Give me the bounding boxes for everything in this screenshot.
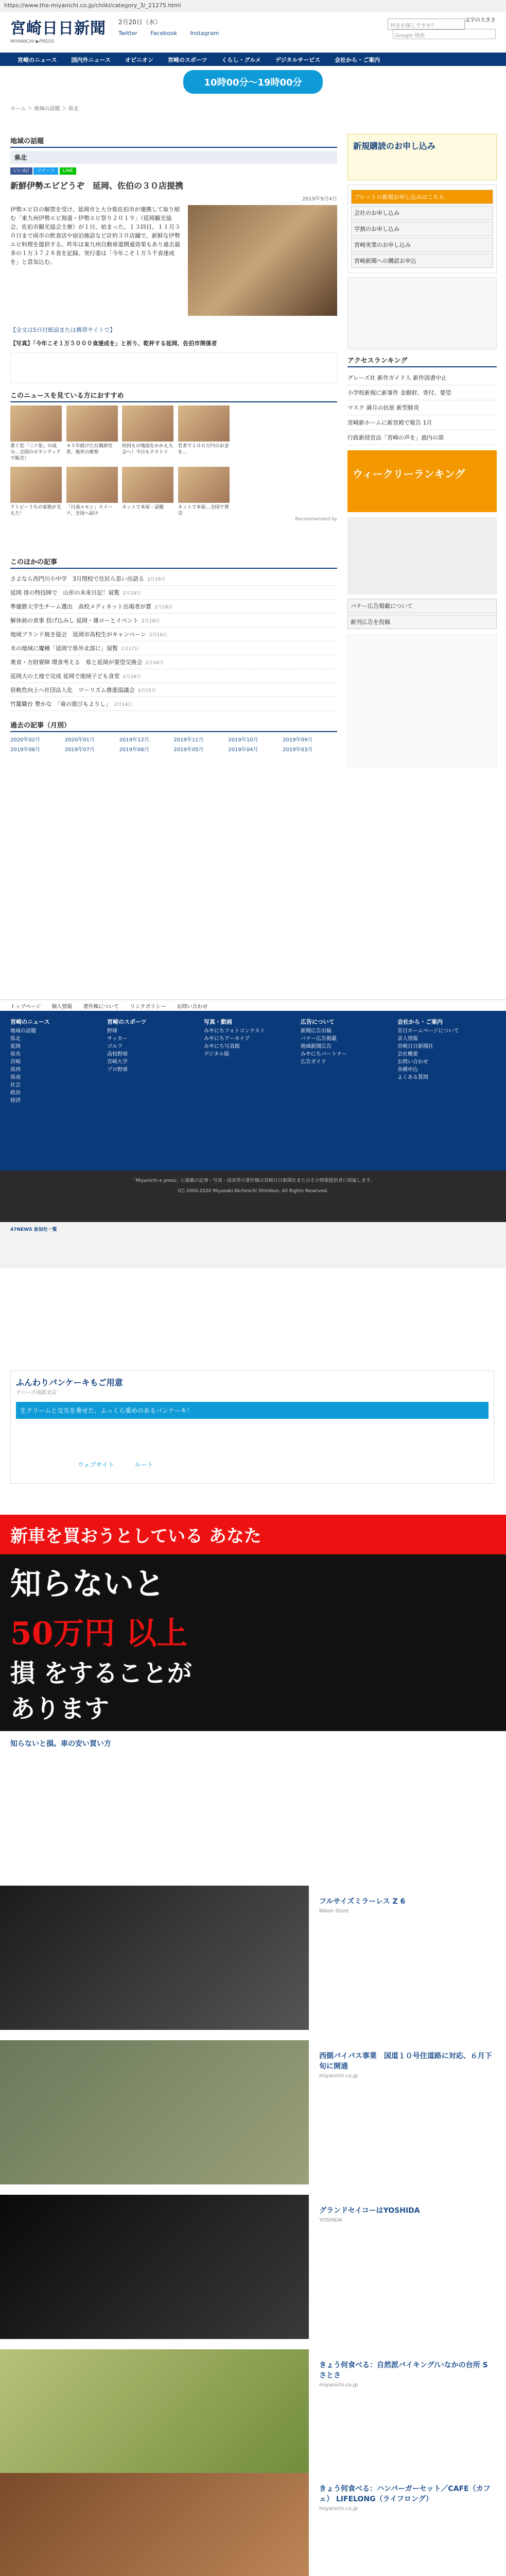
footer-nav-link[interactable]: お問い合わせ: [177, 1004, 208, 1010]
footer-column-heading[interactable]: 広告について: [301, 1019, 335, 1025]
other-article-title: 地域ブランド焼き協会 延岡市高校生がキャンペーン: [10, 631, 146, 638]
search-input[interactable]: 何をお探しですか？: [388, 19, 465, 30]
footer-column: [10, 1018, 103, 1105]
recommend-item[interactable]: アトピーうちの家族が支えた！: [10, 467, 62, 517]
dennys-ad[interactable]: [10, 1370, 494, 1484]
past-month-link[interactable]: 2019年11月: [173, 737, 204, 743]
recommend-grid: [10, 405, 337, 555]
footer-link[interactable]: 社会: [10, 1082, 21, 1088]
share-buttons[interactable]: [10, 167, 337, 176]
nav-sports[interactable]: 宮崎のスポーツ: [167, 57, 207, 63]
footer-link[interactable]: 県央: [10, 1052, 21, 1057]
article-date: 2019年9月4日: [302, 196, 337, 202]
footer-nav-link[interactable]: リンクポリシー: [130, 1004, 166, 1010]
other-article-title: 延岡 俳の特技陣で 山形の未来日記！展覧: [10, 589, 120, 596]
other-article-date: 2月15日: [137, 688, 156, 693]
sponsored-item[interactable]: [0, 1886, 506, 2040]
footer-link[interactable]: 延岡: [10, 1044, 21, 1049]
footer-column: [301, 1018, 393, 1066]
side-link[interactable]: ブレットの新規お申し込みはこちら: [351, 190, 493, 204]
other-article-date: 2月16日: [145, 660, 164, 666]
other-article-title: 奥食・方財寮陣 環食考える 県と延岡が要望交換会: [10, 659, 143, 666]
sns-links: [118, 30, 231, 37]
nav-digital[interactable]: デジタルサービス: [275, 57, 321, 63]
footer-link[interactable]: ゴルフ: [107, 1044, 123, 1049]
ranking-list: [347, 370, 497, 445]
footer-column-heading[interactable]: 会社から・ご案内: [397, 1019, 443, 1025]
sponsored-title[interactable]: きょう何食べる：ハンバーガーセット／CAFE（カフェ） LIFELONG（ライフロング）: [319, 2485, 491, 2503]
section-title: 地域の話題: [10, 134, 337, 148]
footer-link[interactable]: 広告ガイド: [301, 1059, 326, 1065]
footer-link[interactable]: 高校野球: [107, 1052, 128, 1057]
car-ad-line3: 50万円 以上: [10, 1616, 188, 1652]
recommend-item[interactable]: 「日南ルモン」スイーツ、全国へ届け: [66, 467, 118, 517]
sponsored-title[interactable]: 西側バイパス事業 国道１０号住道路に対応、６月下旬に開通: [319, 2052, 492, 2071]
recommend-item[interactable]: 若者で１００万円のお金を…: [178, 405, 230, 455]
twitter-link[interactable]: Twitter: [118, 30, 137, 37]
footer-link[interactable]: 会社概要: [397, 1052, 418, 1057]
ad-bar: 生クリームと交互を乗せた、ふっくら重めのあるパンケーキ！: [16, 1402, 488, 1419]
sponsored-item[interactable]: [0, 2195, 506, 2349]
other-articles-title: このほかの記事: [10, 555, 337, 569]
font-size-control[interactable]: 文字の大きさ: [465, 18, 496, 23]
news47-title: 47NEWS 参加社一覧: [10, 1227, 57, 1232]
past-month-link[interactable]: 2019年03月: [283, 747, 313, 753]
footer-link[interactable]: みやにちアーカイブ: [204, 1036, 250, 1042]
nav-national-news[interactable]: 国内外ニュース: [71, 57, 111, 63]
footer-link[interactable]: プロ野球: [107, 1067, 128, 1073]
footer-nav-link[interactable]: トップページ: [10, 1004, 41, 1010]
breadcrumb: ホーム ＞ 地域の話題 ＞ 県北: [10, 106, 79, 112]
side-link[interactable]: 宮崎新聞への購読お申込: [351, 253, 493, 268]
ad-title: ふんわりパンケーキもご用意: [16, 1378, 123, 1387]
past-month-link[interactable]: 2019年12月: [119, 737, 149, 743]
instagram-link[interactable]: Instagram: [190, 30, 219, 37]
footer-nav-link[interactable]: 著作権について: [83, 1004, 119, 1010]
past-months: [10, 735, 337, 753]
ranking-item[interactable]: グレーズ社 新作ガイド人 新作図書中止: [347, 370, 497, 385]
recommend-item[interactable]: ネットで本屋・話題: [122, 467, 173, 511]
other-article-item[interactable]: [10, 628, 337, 641]
other-article-date: 2月18日: [142, 619, 160, 624]
past-month-link[interactable]: 2019年05月: [173, 747, 204, 753]
past-month-link[interactable]: 2020年01月: [64, 737, 95, 743]
footer-column: [204, 1018, 296, 1058]
past-month-link[interactable]: 2020年02月: [10, 737, 41, 743]
other-article-title: 倍軌性向上へ社団法人化 ツーリズム推進協議会: [10, 687, 135, 693]
past-month-link[interactable]: 2019年10月: [228, 737, 258, 743]
twitter-share-button[interactable]: ツイート: [33, 167, 58, 175]
other-article-title: 準優勝大学生チーム選出 高校メディネット出場者が賞: [10, 603, 152, 610]
url-bar[interactable]: https://www.the-miyanichi.co.jp/chiiki/category_3/_21275.html: [0, 0, 506, 11]
sponsored-title[interactable]: 知らないと損。車の安い買い方: [10, 1740, 111, 1748]
footer-nav: [0, 999, 506, 1011]
car-ad-banner[interactable]: [0, 1515, 506, 1731]
footer-link[interactable]: みやにち写真館: [204, 1044, 240, 1049]
footer-link[interactable]: 地域新聞広告: [301, 1044, 331, 1049]
footer-link[interactable]: 県西: [10, 1067, 21, 1073]
ad-website-button[interactable]: ウェブサイト: [78, 1461, 114, 1468]
footer-column-heading[interactable]: 写真・動画: [204, 1019, 232, 1025]
site-logo-sub: MIYANICHI ▶PRESS: [10, 39, 55, 44]
footer-link[interactable]: 地域の話題: [10, 1028, 36, 1034]
past-month-link[interactable]: 2019年04月: [228, 747, 258, 753]
footer-link[interactable]: 各種申込: [397, 1067, 418, 1073]
footer: [0, 1011, 506, 1171]
nav-miyazaki-news[interactable]: 宮崎のニュース: [18, 57, 57, 63]
footer-link[interactable]: 宮日ホームページについて: [397, 1028, 459, 1034]
copyright-area: [0, 1171, 506, 1222]
recommend-note: Recommended by: [295, 517, 337, 522]
top-banner-text: 10時00分〜19時00分: [183, 70, 322, 94]
sponsored-title[interactable]: グランドセイコーはYOSHIDA: [319, 2207, 420, 2215]
footer-link[interactable]: 経済: [10, 1098, 21, 1104]
facebook-link[interactable]: Facebook: [150, 30, 178, 37]
side-link[interactable]: 学割のお申し込み: [351, 222, 493, 236]
ranking-item[interactable]: マスク 満月の抗原 新型肺炎: [347, 400, 497, 415]
sponsored-source: YOSHIDA: [319, 2217, 342, 2223]
sponsored-source: miyanichi.co.jp: [319, 2506, 358, 2512]
other-article-item[interactable]: [10, 683, 337, 697]
other-article-item[interactable]: [10, 614, 337, 628]
news47-members: [0, 1222, 506, 1268]
footer-column: [107, 1018, 200, 1074]
other-article-date: 2月19日: [147, 577, 166, 582]
recommend-item[interactable]: 黄ぐ恋「三ツ星」の成分…全国のボランティアで販売！: [10, 405, 62, 462]
car-ad-line4: 損 をすることが: [10, 1659, 192, 1688]
sponsored-image[interactable]: [0, 1886, 309, 2030]
footer-link[interactable]: 求人情報: [397, 1036, 418, 1042]
other-article-item[interactable]: [10, 586, 337, 600]
footer-link[interactable]: お問い合わせ: [397, 1059, 428, 1065]
footer-link[interactable]: バナー広告掲載: [301, 1036, 337, 1042]
past-month-link[interactable]: 2019年06月: [119, 747, 149, 753]
footer-link[interactable]: 政治: [10, 1090, 21, 1096]
header-date: 2月20日（水）: [118, 19, 161, 26]
side-link[interactable]: 宮崎実業のお申し込み: [351, 238, 493, 252]
footer-nav-link[interactable]: 個人情報: [51, 1004, 73, 1010]
recommend-item[interactable]: ４５年続けた台風研究者、後世の推察: [66, 405, 118, 455]
nav-opinion[interactable]: オピニオン: [125, 57, 153, 63]
footer-link[interactable]: デジタル版: [204, 1052, 230, 1057]
sponsored-source: miyanichi.co.jp: [319, 2073, 358, 2079]
other-article-date: 2月18日: [154, 605, 173, 610]
side-partner-banners[interactable]: [347, 634, 497, 768]
nav-company[interactable]: 会社から・ご案内: [335, 57, 380, 63]
main-content: [10, 134, 337, 753]
past-month-link[interactable]: 2019年09月: [283, 737, 313, 743]
ad-route-button[interactable]: ルート: [134, 1461, 153, 1468]
copy-note: 「Miyanichi e press」に掲載の記事・写真・図表等の著作権は宮崎日日新聞社またはその情報提供者に帰属します。: [131, 1178, 375, 1183]
article-body: 伊勢エビ自の解禁を受け、延岡市と大分県佐伯市が連携して取り組む「東九州伊勢エビ海道・伊勢エビ祭り２０１９」（延岡観光協会、佐伯市観光協会主催）が１日、始まった。１３回目。１１月３０日まで両市の飲食店や宿泊施設など計約３０店舗で、新鮮な伊勢エビ料理を提供する。昨年は東九州自動車道開通効果もあり過去最多の１万３７２８食を記録。実行委は「今年こそ１万５千食達成を」と意気込む。: [10, 206, 180, 265]
sponsored-item[interactable]: [0, 1736, 506, 1752]
photo-caption: 【写真】「今年こそ１万５０００食達成を」と祈り、乾杯する延岡、佐伯市関係者: [10, 340, 217, 347]
footer-link[interactable]: 宮崎日日新聞社: [397, 1044, 433, 1049]
sidebar: [347, 134, 497, 768]
other-article-date: 2月16日: [123, 674, 141, 680]
side-link[interactable]: 新刊広告を投稿: [347, 615, 497, 629]
other-article-date: 2月18日: [149, 633, 167, 638]
article-photo[interactable]: [188, 205, 337, 316]
weekly-ranking-banner[interactable]: ウィークリーランキング: [347, 450, 497, 512]
ranking-item[interactable]: 宮崎新ホームに新宮殿で報告 1月: [347, 415, 497, 430]
footer-link[interactable]: 宮崎: [10, 1059, 21, 1065]
article-title: 新鮮伊勢エビどうぞ 延岡、佐伯の３０店提携: [10, 181, 184, 191]
side-link[interactable]: バナー広告掲載について: [347, 599, 497, 613]
ranking-item[interactable]: 行政新経営法「宮崎の声を」過内の部: [347, 430, 497, 445]
footer-link[interactable]: よくある質問: [397, 1075, 428, 1080]
car-ad-line5: あります: [10, 1694, 110, 1723]
footer-column: [397, 1018, 490, 1081]
ranking-title: アクセスランキング: [347, 353, 497, 367]
ranking-item[interactable]: 小学校新規に新事件 金銀財、寄付、要望: [347, 385, 497, 400]
footer-column-heading[interactable]: 宮崎のニュース: [10, 1019, 50, 1025]
side-links: [347, 184, 497, 273]
sponsored-image[interactable]: [0, 2040, 309, 2184]
site-logo[interactable]: 宮崎日日新聞: [10, 20, 106, 38]
footer-link[interactable]: 宮崎大学: [107, 1059, 128, 1065]
main-nav: [0, 53, 506, 66]
past-month-link[interactable]: 2019年08月: [10, 747, 41, 753]
other-article-item[interactable]: [10, 572, 337, 586]
other-article-date: 2月17日: [121, 647, 139, 652]
other-article-title: 延岡大の土地で完成 延岡で地域子ども食堂: [10, 673, 120, 680]
other-article-item[interactable]: [10, 697, 337, 711]
other-article-date: 2月14日: [114, 702, 133, 707]
footer-column-heading[interactable]: 宮崎のスポーツ: [107, 1019, 147, 1025]
footer-link[interactable]: みやにちパートナー: [301, 1052, 347, 1057]
other-article-title: さよなら西門川小中学 3月閉校で住民ら思い出語る: [10, 575, 144, 582]
recommend-item[interactable]: ネットで本屋…全国で発売: [178, 467, 230, 517]
sponsored-image[interactable]: [0, 2195, 309, 2339]
other-article-title: 解体前の食事 投げ込みし 延岡・雄ローとイベント: [10, 617, 138, 624]
nav-life[interactable]: くらし・グルメ: [221, 57, 261, 63]
footer-link[interactable]: 新聞広告出稿: [301, 1028, 331, 1034]
ad-sub: デニーズ南新北店: [16, 1390, 57, 1396]
side-link[interactable]: 会社のお申し込み: [351, 206, 493, 220]
top-banner-ad[interactable]: [0, 66, 506, 102]
sponsored-title[interactable]: フルサイズミラーレス Z 6: [319, 1897, 406, 1906]
site-header: [0, 11, 506, 53]
recommend-item[interactable]: 何回もの地図をかかえ大会へ！今日もテストリ: [122, 405, 173, 455]
sponsored-image[interactable]: [0, 2349, 309, 2494]
other-article-item[interactable]: [10, 655, 337, 669]
other-article-item[interactable]: [10, 600, 337, 614]
copyright: (C) 2000-2020 Miyazaki Nichinichi Shimbun, All Rights Reserved.: [178, 1189, 328, 1194]
car-ad-line1: 新車を買おうとしている あなた: [0, 1515, 506, 1554]
article-more[interactable]: 【全文は5日付紙面または携帯サイトで】: [10, 327, 116, 333]
sponsored-title[interactable]: きょう何食べる：自然派バイキング/いなかの台所 Sさとさ: [319, 2361, 488, 2380]
other-article-title: 竹籠職台 豊かな 「竜の遊びもよりし」: [10, 701, 111, 707]
facebook-share-button[interactable]: いいね!: [10, 167, 32, 175]
sponsored-source: miyanichi.co.jp: [319, 2382, 358, 2388]
subsection-title: 県北: [10, 151, 337, 164]
google-search-input[interactable]: Google 検索: [393, 29, 496, 39]
sponsored-item[interactable]: [0, 2473, 506, 2576]
footer-link[interactable]: 県北: [10, 1036, 21, 1042]
other-article-item[interactable]: [10, 669, 337, 683]
sponsored-item[interactable]: [0, 2040, 506, 2195]
inline-ad[interactable]: [10, 352, 337, 383]
line-share-button[interactable]: LINE: [60, 167, 76, 175]
other-article-date: 2月18日: [123, 591, 141, 596]
car-ad-line2: 知らないと: [10, 1566, 165, 1602]
other-articles-list: [10, 572, 337, 711]
footer-link[interactable]: サッカー: [107, 1036, 128, 1042]
past-month-link[interactable]: 2019年07月: [64, 747, 95, 753]
subscribe-ad[interactable]: 新規購読のお申し込み: [347, 134, 497, 180]
recommend-title: このニュースを見ている方におすすめ: [10, 388, 337, 402]
footer-link[interactable]: みやにちフォトコンテスト: [204, 1028, 265, 1034]
sponsored-image[interactable]: [0, 2473, 309, 2576]
footer-link[interactable]: 県南: [10, 1075, 21, 1080]
side-map-ad[interactable]: [347, 277, 497, 349]
sponsored-source: Nikon Store: [319, 1908, 349, 1914]
other-article-title: 木の地域に魔種「延岡で県外北部に」展覧: [10, 645, 118, 652]
side-ad-images[interactable]: [347, 517, 497, 595]
other-article-item[interactable]: [10, 641, 337, 655]
past-articles-title: 過去の記事（月別）: [10, 718, 337, 732]
footer-link[interactable]: 野球: [107, 1028, 117, 1034]
